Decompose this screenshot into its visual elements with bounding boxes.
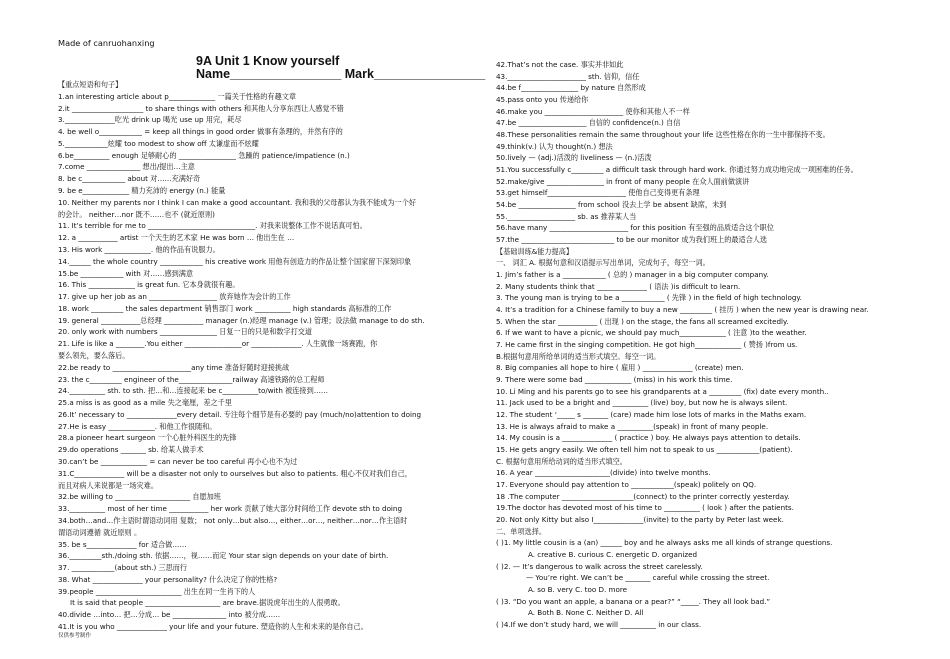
left-line: 37. ____________(about sth.) 三思而行 — [58, 563, 188, 573]
header-note: Made of canruohanxing — [58, 38, 155, 48]
left-line: 25.a miss is as good as a mile 失之毫厘，差之千里 — [58, 398, 232, 408]
right-line: 52.make/give ________________ in front of many people 在众人面前做演讲 — [496, 176, 750, 186]
left-line: 40.divide …into… 把…分成… be _______________ into 被分成…… — [58, 610, 281, 620]
left-line: 11. It’s terrible for me to ______________________________. 对我来说整体工作不说话真可怕。 — [58, 221, 367, 231]
right-line: 54.be ________________ from school 没去上学 be absent 缺席，未到 — [496, 200, 727, 209]
right-line: 49.think(v.) 认为 thought(n.) 想法 — [496, 141, 613, 151]
left-line: 的会计。 neither…nor 既不……也不 (就近原则) — [58, 209, 215, 219]
right-line: A. Both B. None C. Neither D. All — [528, 608, 644, 618]
left-line: 34.both…and…作主语时谓语动词用 复数； not only…but also…, either…or…, neither…nor…作主语时 — [58, 515, 408, 525]
right-line: 42.That’s not the case. 事实并非如此 — [496, 60, 624, 69]
right-line: 10. Li Ming and his parents go to see his grandparents at a _________ (fix) date every month.. — [496, 386, 829, 396]
right-line: 50.lively — (adj.)活泼的 liveliness — (n.)活泼 — [496, 153, 652, 163]
right-line: A. creative B. curious C. energetic D. organized — [528, 550, 698, 559]
left-line: 33.__________ most of her time ___________ her work 贡献了她大部分时间给工作 devote sth to doing — [58, 504, 402, 514]
left-line: 15.be ____________ with 对……感到满意 — [58, 268, 194, 278]
right-line: 一、 词汇 A. 根据句意和汉语提示写出单词，完成句子，每空一词。 — [496, 258, 710, 268]
left-line: 6.be__________ enough 足够耐心的 ________________ 急躁的 patience/impatience (n.) — [58, 150, 350, 160]
right-line: 6. If we want to have a picnic, we should pay much_____________ ( 注意 )to the weather. — [496, 328, 807, 338]
left-line: 3.______________吃光 drink up 喝光 use up 用完，耗尽 — [58, 115, 242, 125]
left-line: 18. work _________ the sales department 销售部门 work __________ high standards 高标准的工作 — [58, 303, 392, 313]
left-line: 9. be e_____________ 精力充沛的 energy (n.) 能量 — [58, 186, 226, 196]
left-line: 26.It’ necessary to ______________every detail. 专注每个细节是有必要的 pay (much/no)attention to doing — [58, 409, 422, 419]
right-line: 20. Not only Kitty but also I______________(invite) to the party by Peter last week. — [496, 515, 784, 524]
right-line: 45.pass onto you 传递给你 — [496, 95, 589, 104]
right-line: 43.______________________ sth. 信仰，信任 — [496, 71, 640, 81]
footer-note: 仅供参考制作 — [58, 633, 92, 639]
right-line: 18 .The computer ____________________(connect) to the printer correctly yesterday. — [496, 491, 790, 501]
right-line: ( )3. “Do you want an apple, a banana or a pear?” “_____. They all look bad.” — [496, 596, 771, 606]
left-line: 22.be ready to ______________________any time 准备好随时迎接挑战 — [58, 362, 290, 372]
right-line: 55.___________________ sb. as 推荐某人当 — [496, 211, 637, 221]
left-line: 13. His work _____________. 他的作品有说服力。 — [58, 244, 220, 254]
right-line: 53.get himself______________________ 使他自己变得更有条理 — [496, 188, 700, 198]
right-line: 14. My cousin is a ______________ ( practice ) boy. He always pays attention to details. — [496, 433, 801, 443]
left-line: 8. be c____________ about 对……充满好奇 — [58, 174, 201, 184]
left-line: 要么领先，要么落后。 — [58, 351, 130, 360]
right-line: 3. The young man is trying to be a ____________ ( 先锋 ) in the field of high technology. — [496, 293, 802, 303]
right-line: 7. He came first in the singing competition. He got high_____________ ( 赞扬 )from us. — [496, 340, 798, 349]
left-line: 35. be s______________ for 适合做…… — [58, 539, 187, 549]
right-line: 2. Many students think that ______________ ( 语法 )is difficult to learn. — [496, 281, 741, 291]
right-line: 13. He is always afraid to make a __________(speak) in front of many people. — [496, 421, 769, 431]
left-line: 21. Life is like a ________.You either ________________or ______________. 人生就像一场赛跑，你 — [58, 339, 378, 349]
right-line: 19.The doctor has devoted most of his time to __________ ( look ) after the patients. — [496, 503, 794, 513]
left-line: 39.people ________________________ 出生在同一生肖下的人 — [58, 586, 256, 596]
left-line: 7.come _______________ 想出/提出…主意 — [58, 162, 195, 172]
left-line: 20. only work with numbers ________________ 日复一日的只是和数字打交道 — [58, 327, 313, 337]
left-line: 23. the c_________ engineer of the_______________railway 高速铁路的总工程师 — [58, 374, 325, 384]
right-line: 二、单项选择。 — [496, 526, 546, 536]
right-line: ( )2. — It’s dangerous to walk across the street carelessly. — [496, 561, 703, 571]
right-line: 15. He gets angry easily. We often tell him not to speak to us ____________(patient). — [496, 445, 793, 454]
left-line: 17. give up her job as an ___________________ 放弃她作为会计的工作 — [58, 292, 291, 302]
right-line: ( )1. My little cousin is a (an) ______ boy and he always asks me all kinds of strange questions. — [496, 538, 833, 548]
right-line: 11. Jack used to be a bright and __________ (live) boy, but now he is always silent. — [496, 398, 788, 408]
name-mark-line: Name________________ Mark________________ — [196, 67, 486, 81]
right-line: 9. There were some bad _____________ (miss) in his work this time. — [496, 375, 733, 384]
left-line: 32.be willing to _____________________ 自愿加班 — [58, 492, 221, 502]
right-line: 57.the __________________________ to be our monitor 成为我们班上的最适合人选 — [496, 235, 768, 244]
right-line: 46.make you ______________________ 使你和其他人不一样 — [496, 106, 690, 116]
left-line: 31.C______________ will be a disaster not only to ourselves but also to patients. 粗心不仅对我们自己， — [58, 468, 412, 478]
page-title: 9A Unit 1 Know yourself — [196, 54, 340, 68]
left-line: 28.a pioneer heart surgeon 一个心脏外科医生的先锋 — [58, 433, 237, 443]
right-line: 16. A year _____________________(divide) into twelve months. — [496, 468, 711, 478]
right-line: B.根据句意用所给单词的适当形式填空。每空一词。 — [496, 351, 661, 361]
right-line: 12. The student ‘_____ s _______ (care) made him lose lots of marks in the Maths exam. — [496, 410, 807, 419]
right-line: 47.be ___________________ 自信的 confidence(n.) 自信 — [496, 118, 681, 128]
left-line: 14.______ the whole country ____________ his creative work 用他有创造力的作品让整个国家留下深刻印象 — [58, 256, 412, 266]
left-line: 而且对病人来说都是一场灾难。 — [58, 480, 158, 490]
right-line: 1. Jim’s father is a ____________ ( 总的 ) manager in a big computer company. — [496, 270, 769, 279]
left-line: 41.It is you who ______________ your life and your future. 塑造你的人生和未来的是你自己。 — [58, 622, 368, 631]
left-line: 【重点短语和句子】 — [58, 80, 123, 89]
left-line: It is said that people _____________________ are brave.据说虎年出生的人很勇敢。 — [70, 598, 345, 608]
right-line: ( )4.If we don’t study hard, we will __________ in our class. — [496, 620, 702, 629]
right-line: 48.These personalities remain the same throughout your life 这些性格在你的一生中都保持不变。 — [496, 130, 830, 139]
left-line: 19. general ___________总经理 ___________ manager (n.)经理 manage (v.) 管理；设法做 manage to do sth. — [58, 315, 425, 325]
right-line: C. 根据句意用所给动词的适当形式填空。 — [496, 456, 627, 466]
left-line: 16. This _____________ is great fun. 它本身就很有趣。 — [58, 280, 240, 290]
right-line: 17. Everyone should pay attention to ____________(speak) politely on QQ. — [496, 480, 757, 489]
left-line: 10. Neither my parents nor I think I can make a good accountant. 我和我的父母都认为我不能成为一个好 — [58, 197, 416, 207]
right-line: — You’re right. We can’t be _______ careful while crossing the street. — [526, 573, 770, 583]
right-line: 56.have many ______________________ for this position 有至强的品质适合这个职位 — [496, 223, 774, 233]
right-line: 5. When the star ___________ ( 出现 ) on the stage, the fans all screamed excitedly. — [496, 316, 789, 326]
left-line: 30.can’t be _____________ = can never be too careful 再小心也不为过 — [58, 457, 298, 467]
right-line: 【基础训练&能力提高】 — [496, 246, 573, 256]
left-line: 谓语动词遵循 就近原则 。 — [58, 527, 142, 537]
right-line: 44.be f________________ by nature 自然形成 — [496, 83, 646, 93]
right-line: 8. Big companies all hope to hire ( 雇用 ) ______________ (create) men. — [496, 363, 744, 373]
left-line: 2.it ____________________ to share things with others 和其他人分享东西让人感觉不错 — [58, 103, 344, 113]
right-line: A. so B. very C. too D. more — [528, 585, 628, 594]
left-line: 12. a ___________ artist 一个天生的艺术家 He was born … 他出生在 … — [58, 233, 295, 243]
left-line: 5.____________炫耀 too modest to show off 太谦虚而不炫耀 — [58, 138, 259, 148]
left-line: 24.__________ sth. to sth. 把…和…连接起来 be c__________to/with 被连接到…… — [58, 386, 328, 396]
left-line: 1.an interesting article about p_____________ 一篇关于性格的有趣文章 — [58, 91, 296, 101]
left-line: 29.do operations _______ sb. 给某人做手术 — [58, 445, 204, 455]
left-line: 4. be well o____________ = keep all things in good order 做事有条理的，井然有序的 — [58, 127, 343, 137]
right-line: 4. It’s a tradition for a Chinese family to buy a new _________ ( 挂历 ) when the new year is drawing near. — [496, 305, 869, 314]
left-line: 36._________sth./doing sth. 依据……，视……而定 Your star sign depends on your date of birth. — [58, 551, 389, 561]
left-line: 38. What ______________ your personality? 什么决定了你的性格? — [58, 574, 278, 584]
left-line: 27.He is easy _____________. 和他工作很随和。 — [58, 421, 217, 431]
right-line: 51.You successfully c_________ a difficult task through hard work. 你通过努力成功地完成一项困难的任务。 — [496, 165, 858, 174]
